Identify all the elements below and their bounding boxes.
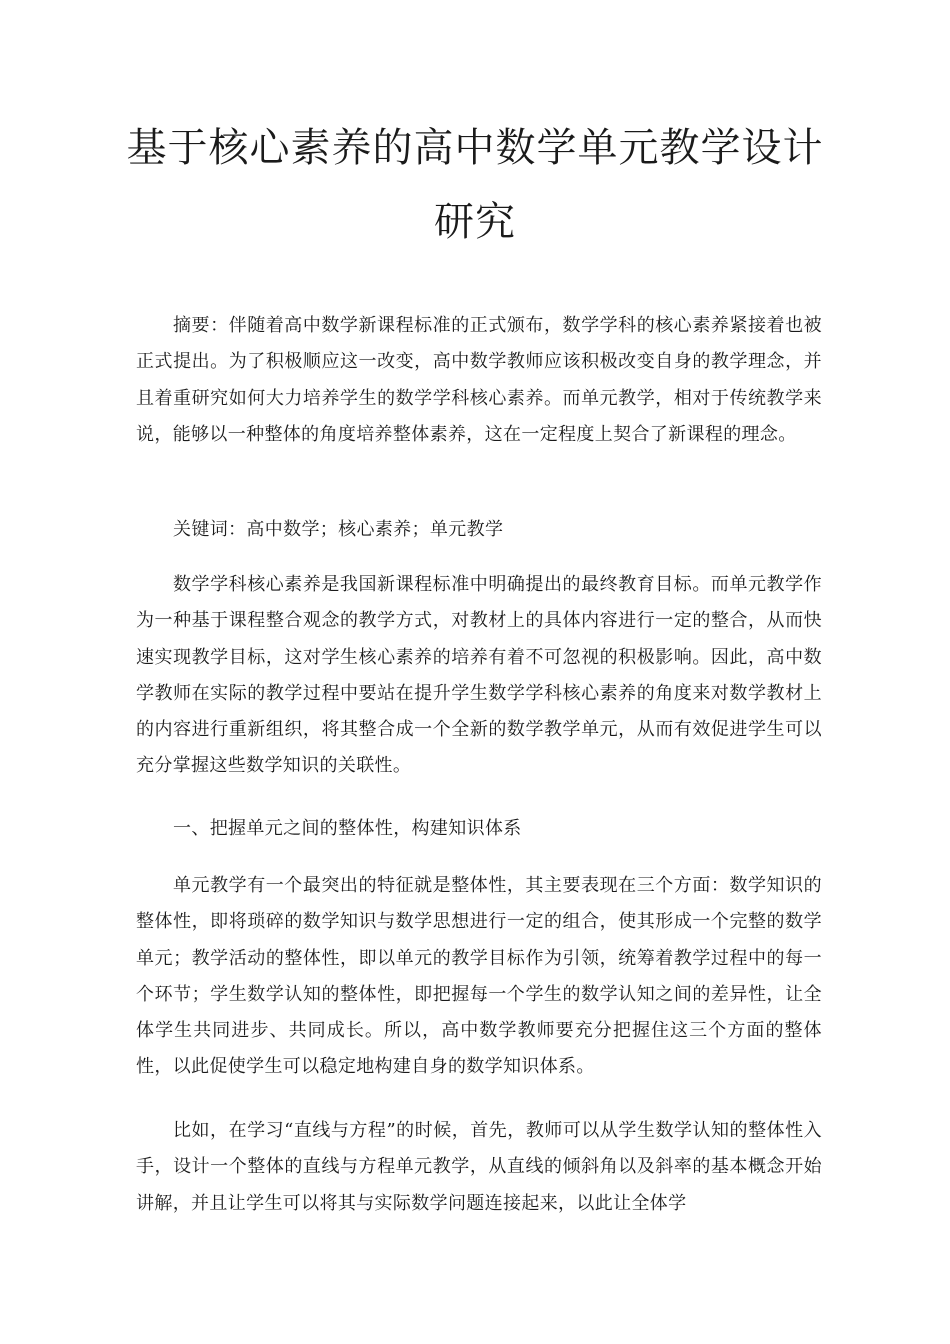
section1-paragraph-2: 比如，在学习“直线与方程”的时候，首先，教师可以从学生数学认知的整体性入手，设计一个整体的直线与方程单元教学，从直线的倾斜角以及斜率的基本概念开始讲解，并且让学生可以将其与实际数学问题连接起来，以此让全体学 xyxy=(136,1120,822,1214)
section1-paragraph-1: 单元教学有一个最突出的特征就是整体性，其主要表现在三个方面：数学知识的整体性，即将琐碎的数学知识与数学思想进行一定的组合，使其形成一个完整的数学单元；教学活动的整体性，即以单元的教学目标作为引领，统筹着教学过程中的每一个环节；学生数学认知的整体性，即把握每一个学生的数学认知之间的差异性，让全体学生共同进步、共同成长。所以，高中数学教师要充分把握住这三个方面的整体性，以此促使学生可以稳定地构建自身的数学知识体系。 xyxy=(136,875,822,1078)
keywords-line: 关键词：高中数学；核心素养；单元教学 xyxy=(173,519,504,540)
abstract-paragraph: 摘要：伴随着高中数学新课程标准的正式颁布，数学学科的核心素养紧接着也被正式提出。为了积极顺应这一改变，高中数学教师应该积极改变自身的教学理念，并且着重研究如何大力培养学生的数学学科核心素养。而单元教学，相对于传统教学来说，能够以一种整体的角度培养整体素养，这在一定程度上契合了新课程的理念。 xyxy=(136,315,822,445)
document-title-line2: 研究 xyxy=(434,199,516,245)
section-heading: 一、把握单元之间的整体性，构建知识体系 xyxy=(173,818,522,839)
document-title-line1: 基于核心素养的高中数学单元教学设计 xyxy=(126,125,824,171)
intro-paragraph: 数学学科核心素养是我国新课程标准中明确提出的最终教育目标。而单元教学作为一种基于课程整合观念的教学方式，对教材上的具体内容进行一定的整合，从而快速实现教学目标，这对学生核心素养的培养有着不可忽视的积极影响。因此，高中数学教师在实际的教学过程中要站在提升学生数学学科核心素养的角度来对数学教材上的内容进行重新组织，将其整合成一个全新的数学教学单元，从而有效促进学生可以充分掌握这些数学知识的关联性。 xyxy=(136,574,822,777)
